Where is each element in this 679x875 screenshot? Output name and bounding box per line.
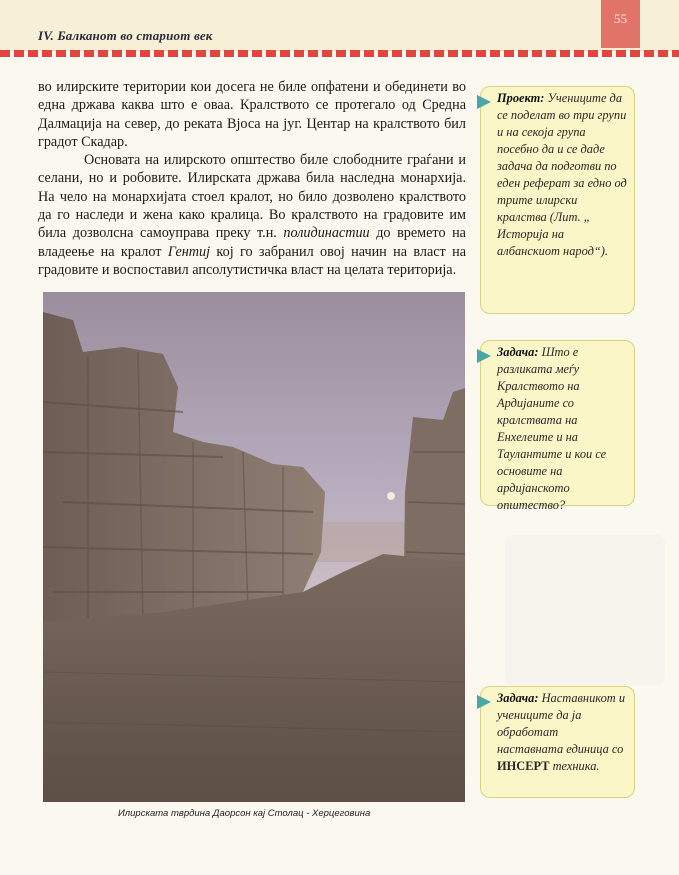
fortress-illustration [43, 292, 465, 802]
paragraph-2-part-b: до времето на владеење на кралот [38, 225, 466, 260]
insert-term: ИНСЕРТ [497, 759, 550, 773]
task-text-2a: Наставникот и учениците да ја обработат наставната единица со [497, 691, 626, 756]
term-polidinastii: полидинастии [283, 225, 370, 242]
task-text-1: Што е разликата меѓу Кралството на Ардијаните со кралствата на Енхелеите и на Таулантите и кои се основите на ардијанското општество? [497, 345, 607, 512]
task-label-1: Задача: [497, 345, 539, 359]
page-number: 55 [614, 11, 627, 26]
arrow-icon [477, 95, 491, 109]
chapter-title: IV. Балканот во стариот век [38, 28, 213, 43]
arrow-icon [477, 695, 491, 709]
paragraph-2-part-a: Основата на илирското општество биле слободните граѓани и селани, но и робовите. Илирската држава била наследна монархија. На чело на монархијата стоел кралот, но било дозволено кралството да го наследи и жена како кралица. Во кралството на градовите им била дозволсна самоуправа преку т.н. [38, 152, 466, 242]
dashed-rule [0, 50, 679, 57]
task-box-1 [480, 340, 635, 512]
page-number-box [601, 0, 640, 48]
paragraph-2-part-c: кој го забранил овој начин на власт на градовите и воспоставил апсолутистичка власт на целата територија. [38, 243, 466, 278]
project-box [480, 86, 635, 314]
photo-caption: Илирската тврдина Даорсон кај Столац - Херцеговина [118, 808, 371, 819]
arrow-icon [477, 349, 491, 363]
background-bleed [505, 535, 665, 685]
task-label-2: Задача: [497, 691, 539, 705]
project-label: Проект: [497, 91, 545, 105]
task-text-2b: техника. [549, 759, 600, 773]
task-box-2 [480, 686, 635, 798]
paragraph-2 [38, 151, 466, 279]
term-gentij: Гентиј [167, 243, 211, 260]
fortress-photo [43, 292, 465, 802]
paragraph-1: во илирските територии кои досега не биле опфатени и обединети во една држава каква што е оваа. Кралството се протегало од Средна Далмација на север, до реката Вјоса на југ. Центар на кралството бил градот Скадар. [38, 79, 466, 150]
project-text: Учениците да се поделат во три групи и на секоја група посебно да и се даде задача да подготви по еден реферат за едно од трите илирски кралства (Лит. „ Историја на албанскиот народ“). [497, 91, 627, 258]
body-text [38, 78, 466, 279]
